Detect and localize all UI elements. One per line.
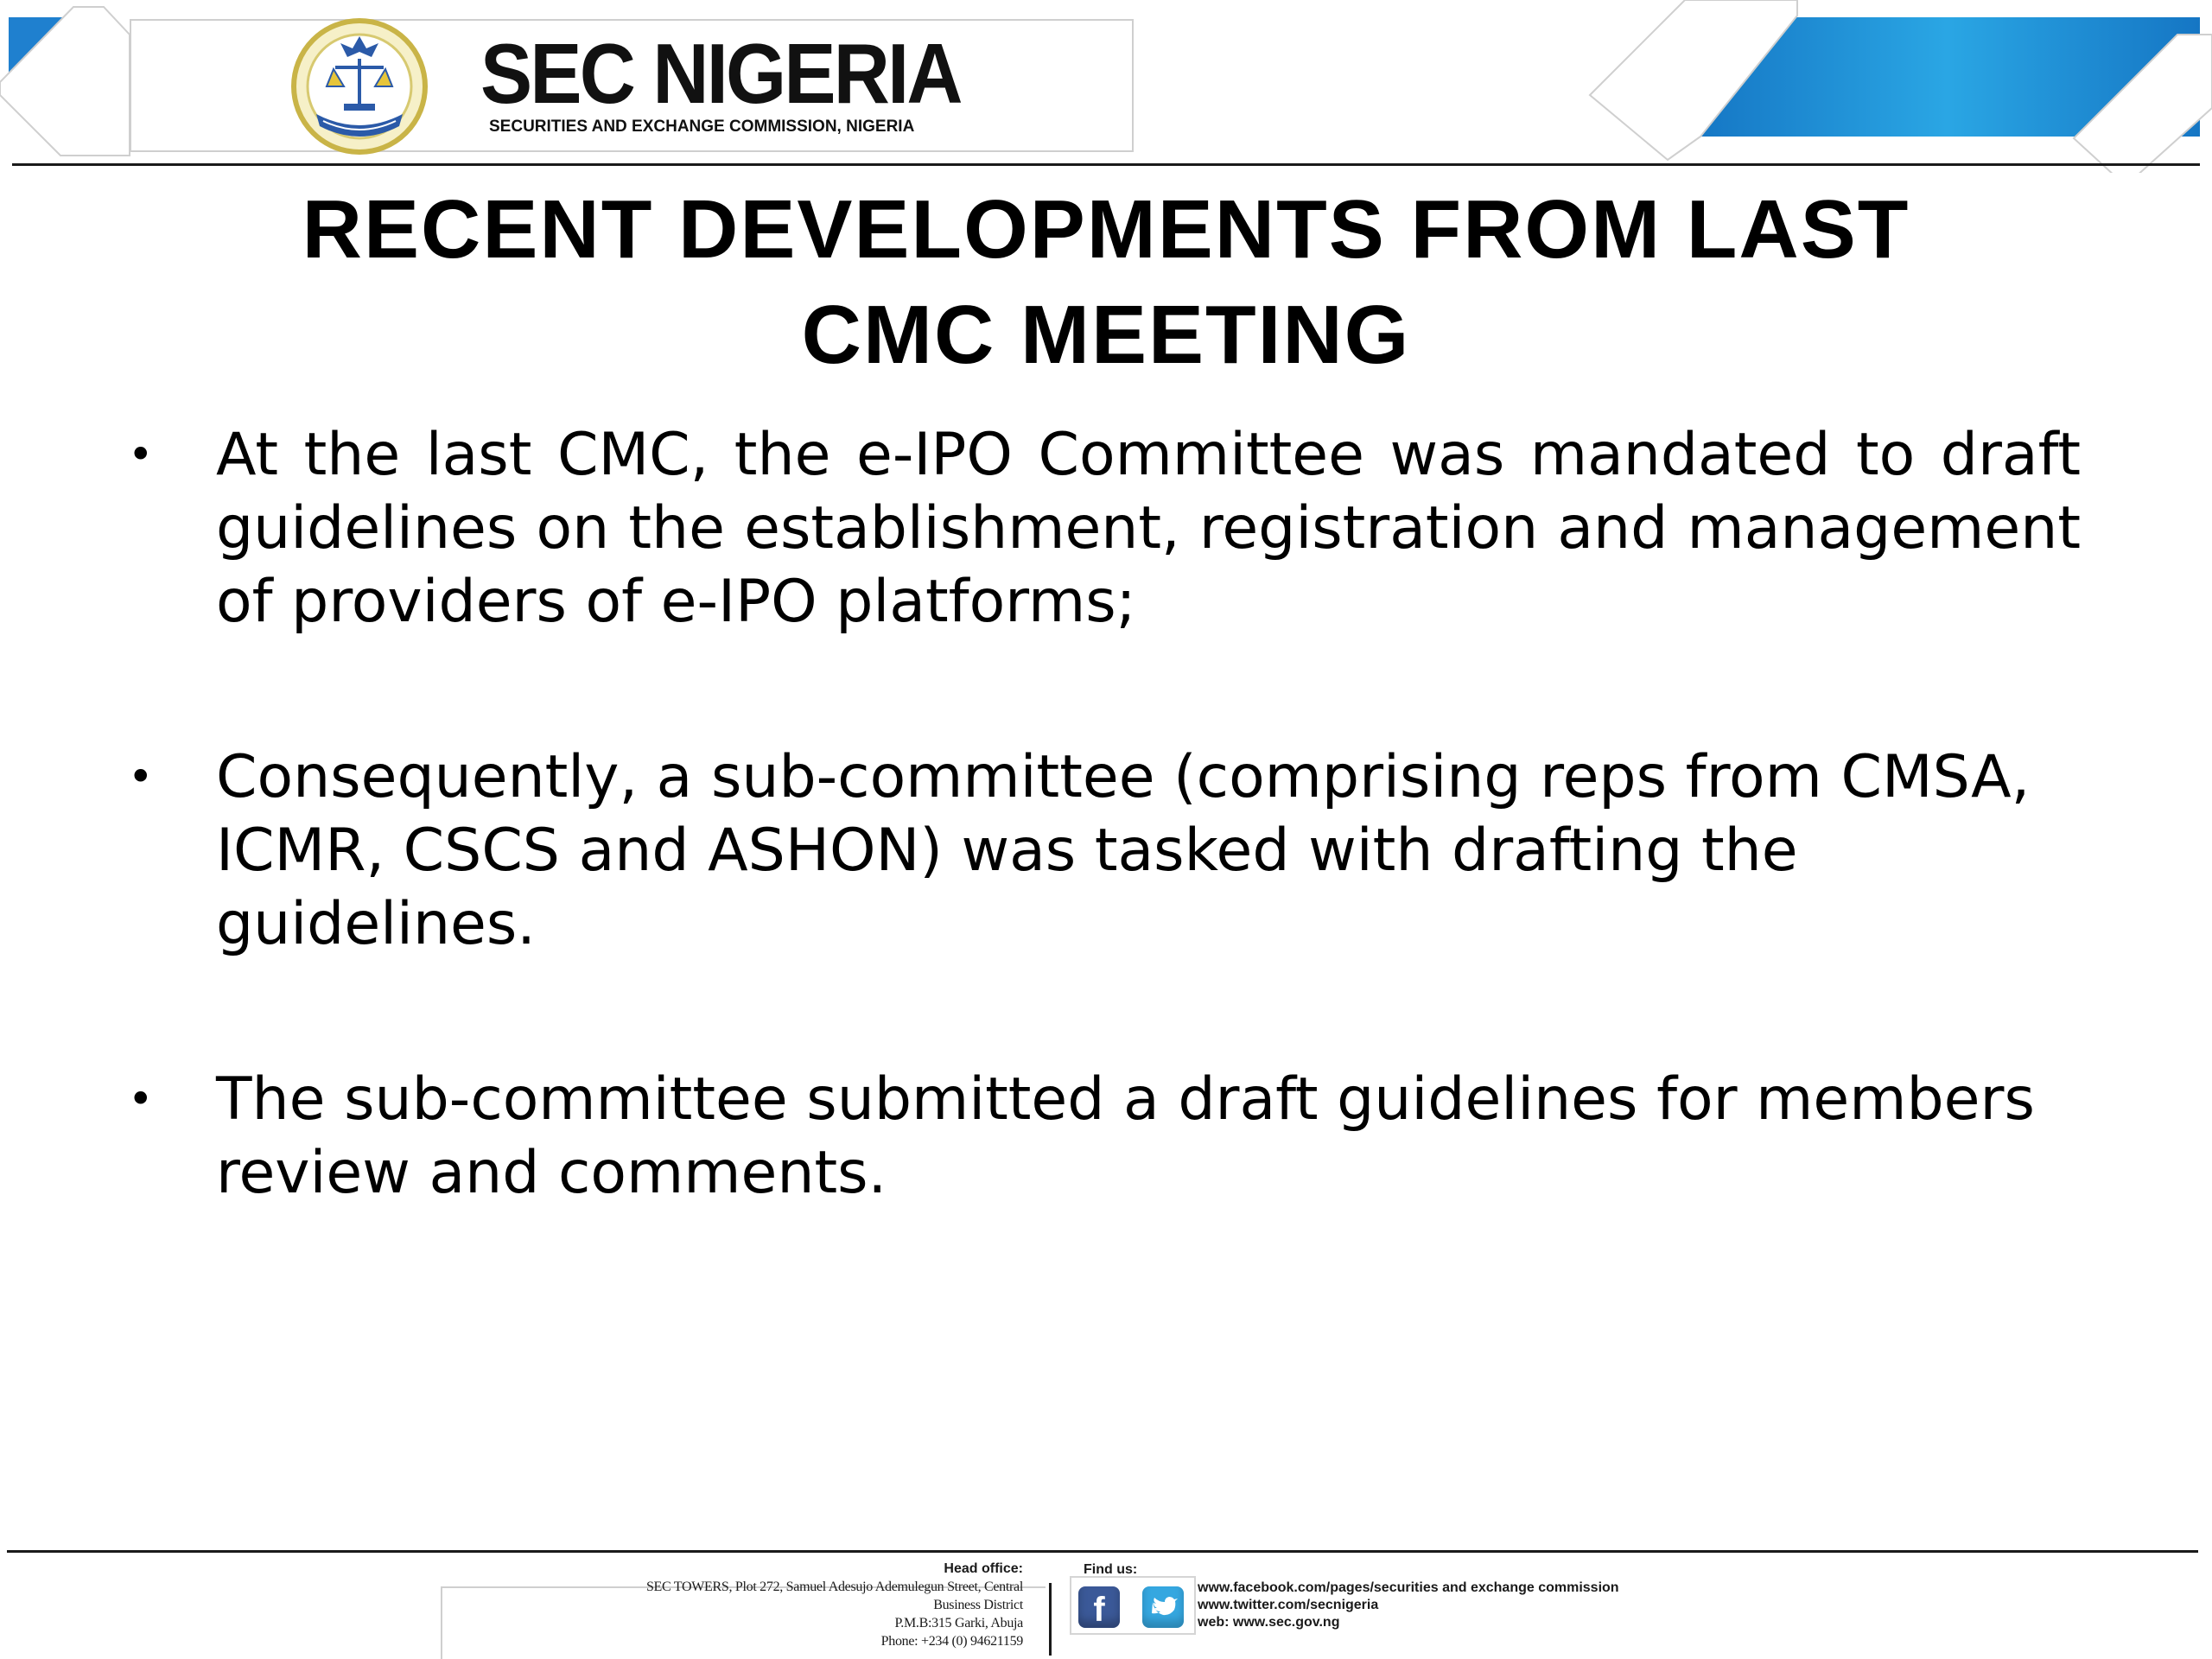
bullet-item bbox=[128, 1063, 2081, 1210]
facebook-icon[interactable]: f bbox=[1078, 1586, 1120, 1628]
bullet-marker: • bbox=[128, 429, 154, 480]
bullet-list bbox=[128, 418, 2081, 1312]
brand-name: SEC NIGERIA bbox=[480, 26, 961, 121]
address-line: Business District bbox=[933, 1598, 1023, 1612]
footer-vertical-divider bbox=[1049, 1583, 1052, 1656]
header-divider bbox=[12, 163, 2200, 166]
web-links bbox=[1198, 1580, 1619, 1631]
header bbox=[0, 0, 2212, 173]
website-link[interactable]: web: www.sec.gov.ng bbox=[1198, 1615, 1340, 1630]
bullet-text: Consequently, a sub-committee (comprising reps from CMSA, ICMR, CSCS and ASHON) was tasked with drafting the guidelines. bbox=[216, 743, 2031, 958]
facebook-link[interactable]: www.facebook.com/pages/securities and exchange commission bbox=[1198, 1580, 1619, 1595]
bullet-item bbox=[128, 741, 2081, 961]
address-line: P.M.B:315 Garki, Abuja bbox=[894, 1616, 1023, 1630]
bullet-text: At the last CMC, the e-IPO Committee was mandated to draft guidelines on the establishment, registration and management of providers of e-IPO platforms; bbox=[216, 421, 2081, 636]
bullet-text: The sub-committee submitted a draft guidelines for members review and comments. bbox=[216, 1065, 2035, 1207]
find-us-label: Find us: bbox=[1084, 1562, 1138, 1577]
bullet-marker: • bbox=[128, 752, 154, 802]
bullet-item bbox=[128, 418, 2081, 639]
twitter-link[interactable]: www.twitter.com/secnigeria bbox=[1198, 1598, 1379, 1612]
head-office-label: Head office: bbox=[944, 1561, 1023, 1576]
sec-nigeria-seal-icon bbox=[290, 17, 429, 156]
head-office-block bbox=[646, 1560, 1023, 1650]
twitter-icon[interactable] bbox=[1142, 1586, 1184, 1628]
phone-line: Phone: +234 (0) 94621159 bbox=[880, 1634, 1023, 1649]
brand-subtitle: SECURITIES AND EXCHANGE COMMISSION, NIGERIA bbox=[489, 118, 915, 136]
bullet-marker: • bbox=[128, 1074, 154, 1124]
title-line-1: RECENT DEVELOPMENTS FROM LAST bbox=[302, 183, 1910, 276]
title-line-2: CMC MEETING bbox=[801, 289, 1411, 381]
slide-title bbox=[112, 177, 2100, 388]
address-line: SEC TOWERS, Plot 272, Samuel Adesujo Ademulegun Street, Central bbox=[645, 1580, 1023, 1594]
footer-divider bbox=[7, 1550, 2198, 1553]
